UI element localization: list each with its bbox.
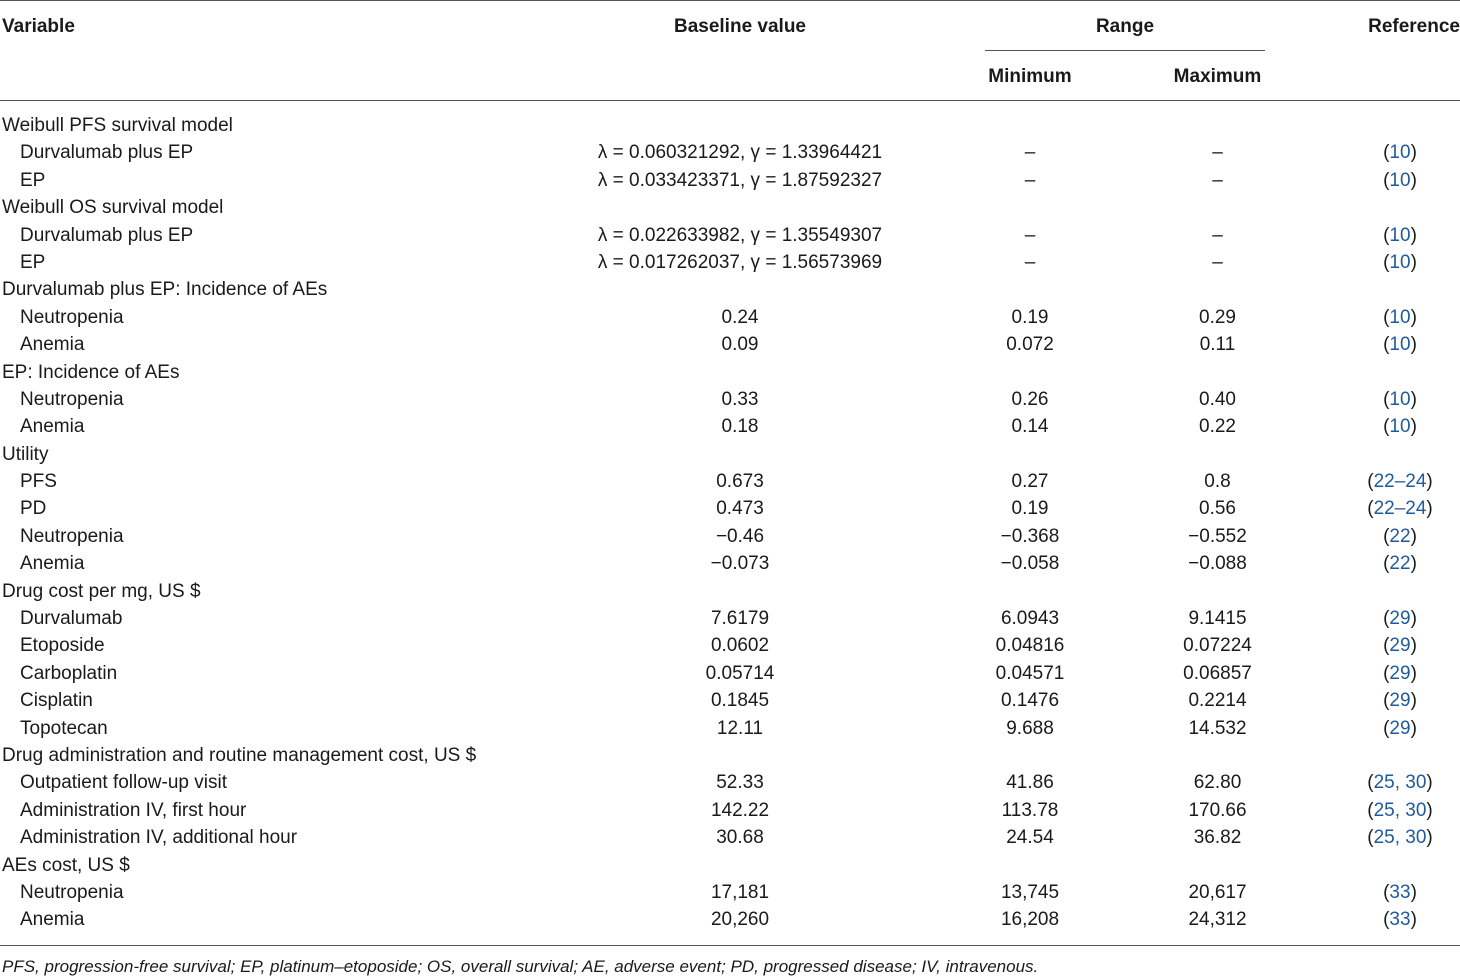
cell-variable: Weibull OS survival model [2,197,224,219]
cell-baseline: 0.1845 [710,690,770,712]
cell-reference: (25, 30) [1367,772,1433,794]
cell-baseline: λ = 0.033423371, γ = 1.87592327 [597,169,883,191]
cell-reference: (29) [1383,690,1417,712]
cell-minimum: 0.072 [1006,334,1054,356]
cell-baseline: 17,181 [710,881,770,903]
cell-reference: (10) [1383,251,1417,273]
header-range: Range [1095,16,1155,37]
cell-minimum: 0.26 [1011,388,1049,410]
header-minimum: Minimum [988,66,1072,87]
reference-link[interactable]: 25, 30 [1373,799,1427,821]
cell-minimum: 0.27 [1011,471,1049,493]
cell-minimum: – [1024,142,1036,164]
cell-minimum: −0.058 [1000,553,1060,575]
reference-link[interactable]: 22–24 [1373,471,1427,493]
table-row [0,495,1460,522]
cell-reference: (29) [1383,662,1417,684]
cell-reference: (10) [1383,388,1417,410]
group-row [0,578,1460,605]
table-row [0,824,1460,851]
cell-minimum: 9.688 [1006,717,1054,739]
cell-reference: (10) [1383,169,1417,191]
cell-maximum: −0.088 [1188,553,1247,575]
cell-baseline: 20,260 [710,909,770,931]
cell-baseline: 7.6179 [710,608,770,630]
cell-baseline: 0.33 [721,388,759,410]
cell-variable: EP [20,169,46,191]
cell-variable: AEs cost, US $ [2,854,130,876]
cell-baseline: λ = 0.017262037, γ = 1.56573969 [597,251,883,273]
cell-variable: Durvalumab plus EP [20,142,194,164]
table-row [0,468,1460,495]
cell-maximum: – [1212,142,1223,164]
cell-reference: (10) [1383,334,1417,356]
table-row [0,550,1460,577]
cell-reference: (22) [1383,553,1417,575]
cell-reference: (33) [1383,881,1417,903]
cell-variable: Anemia [20,416,85,438]
cell-maximum: 0.2214 [1188,690,1247,712]
cell-maximum: −0.552 [1188,525,1247,547]
cell-minimum: 24.54 [1006,827,1054,849]
cell-reference: (25, 30) [1367,799,1433,821]
cell-variable: Anemia [20,909,85,931]
reference-link[interactable]: 33 [1389,909,1411,931]
reference-link[interactable]: 10 [1389,416,1411,438]
cell-reference: (25, 30) [1367,827,1433,849]
cell-maximum: – [1212,169,1223,191]
cell-minimum: 113.78 [1001,799,1059,821]
cell-maximum: 9.1415 [1188,608,1247,630]
cell-baseline: 0.09 [721,334,759,356]
table-row [0,523,1460,550]
cell-baseline: λ = 0.060321292, γ = 1.33964421 [597,142,883,164]
cell-maximum: 24,312 [1188,909,1247,931]
cell-maximum: 20,617 [1188,881,1247,903]
reference-link[interactable]: 29 [1389,635,1411,657]
cell-baseline: 0.473 [716,498,764,520]
cell-minimum: – [1024,224,1036,246]
cell-variable: Drug cost per mg, US $ [2,580,201,602]
reference-link[interactable]: 33 [1389,881,1411,903]
cell-baseline: 52.33 [716,772,764,794]
cell-variable: Anemia [20,334,85,356]
reference-link[interactable]: 10 [1389,306,1411,328]
cell-reference: (10) [1383,142,1417,164]
cell-reference: (33) [1383,909,1417,931]
reference-link[interactable]: 10 [1389,169,1411,191]
table-row [0,715,1460,742]
table-row [0,660,1460,687]
cell-maximum: – [1212,251,1223,273]
reference-link[interactable]: 10 [1389,251,1411,273]
table-row [0,687,1460,714]
reference-link[interactable]: 29 [1389,608,1411,630]
cell-minimum: 0.19 [1011,306,1049,328]
cell-variable: Neutropenia [20,525,124,547]
cell-baseline: 30.68 [716,827,764,849]
cell-variable: Cisplatin [20,690,93,712]
cell-reference: (29) [1383,635,1417,657]
cell-variable: Weibull PFS survival model [2,115,233,136]
reference-link[interactable]: 10 [1389,334,1411,356]
group-row [0,194,1460,221]
cell-minimum: 0.04816 [995,635,1065,657]
top-rule [0,0,1460,1]
cell-reference: (29) [1383,717,1417,739]
cell-maximum: 14.532 [1188,717,1247,739]
cell-variable: Drug administration and routine management cost, US $ [2,744,477,766]
cell-variable: Topotecan [20,717,108,739]
cell-variable: Neutropenia [20,388,124,410]
table-row [0,797,1460,824]
cell-variable: Administration IV, first hour [20,799,247,821]
table-row [0,769,1460,796]
group-row [0,112,1460,139]
header-maximum: Maximum [1173,66,1262,87]
reference-link[interactable]: 25, 30 [1373,772,1427,794]
reference-link[interactable]: 22–24 [1373,498,1427,520]
cell-variable: EP [20,251,46,273]
cell-maximum: 0.11 [1199,334,1236,356]
cell-minimum: 41.86 [1006,772,1054,794]
cell-reference: (22) [1383,525,1417,547]
reference-link[interactable]: 10 [1389,388,1411,410]
cell-variable: PD [20,498,47,520]
cell-variable: Neutropenia [20,306,124,328]
cell-minimum: −0.368 [1000,525,1060,547]
cell-baseline: −0.46 [715,525,765,547]
reference-link[interactable]: 10 [1389,224,1411,246]
cell-variable: PFS [20,471,57,493]
table-body [0,112,1460,934]
cell-minimum: 6.0943 [1000,608,1060,630]
reference-link[interactable]: 29 [1389,690,1411,712]
cell-minimum: 0.1476 [1000,690,1060,712]
group-row [0,276,1460,303]
reference-link[interactable]: 22 [1389,553,1411,575]
reference-link[interactable]: 22 [1389,525,1411,547]
cell-baseline: λ = 0.022633982, γ = 1.35549307 [597,224,883,246]
cell-baseline: 142.22 [710,799,770,821]
cell-variable: Durvalumab [20,608,123,630]
cell-baseline: 0.18 [721,416,759,438]
table-row [0,632,1460,659]
cell-minimum: 0.04571 [995,662,1065,684]
cell-maximum: 0.8 [1204,471,1231,493]
cell-maximum: 0.40 [1199,388,1236,410]
cell-baseline: 12.11 [716,717,764,739]
table-row [0,906,1460,933]
footnote: PFS, progression-free survival; EP, platinum–etoposide; OS, overall survival; AE, adverse event; PD, progressed disease; IV, intravenous. [2,957,1039,976]
reference-link[interactable]: 25, 30 [1373,827,1427,849]
header-baseline: Baseline value [673,16,807,37]
header-reference: Reference [1368,16,1460,37]
cell-baseline: 0.05714 [705,662,775,684]
cell-baseline: 0.673 [716,471,764,493]
cell-reference: (29) [1383,608,1417,630]
cell-maximum: 0.07224 [1183,635,1252,657]
cell-variable: Durvalumab plus EP: Incidence of AEs [2,279,328,301]
cell-maximum: 0.56 [1199,498,1236,520]
table-row [0,139,1460,166]
cell-minimum: 0.14 [1011,416,1049,438]
table-row [0,222,1460,249]
cell-variable: Utility [2,443,49,465]
cell-minimum: 13,745 [1000,881,1060,903]
cell-baseline: −0.073 [710,553,770,575]
cell-reference: (10) [1383,416,1417,438]
cell-maximum: 0.22 [1199,416,1236,438]
table-row [0,331,1460,358]
cell-variable: Etoposide [20,635,105,657]
cell-reference: (10) [1383,306,1417,328]
cell-maximum: 170.66 [1188,799,1247,821]
cell-maximum: 0.06857 [1183,662,1252,684]
cell-maximum: 36.82 [1193,827,1242,849]
reference-link[interactable]: 29 [1389,717,1411,739]
cell-variable: Outpatient follow-up visit [20,772,227,794]
bottom-rule [0,945,1460,946]
reference-link[interactable]: 10 [1389,142,1411,164]
cell-minimum: – [1024,169,1036,191]
cell-variable: Administration IV, additional hour [20,827,298,849]
range-underline [985,50,1265,51]
cell-reference: (22–24) [1367,498,1433,520]
group-row [0,852,1460,879]
cell-maximum: 0.29 [1199,306,1236,328]
cell-baseline: 0.24 [721,306,759,328]
group-row [0,742,1460,769]
header-variable: Variable [2,16,75,37]
header-rule [0,100,1460,101]
table-row [0,167,1460,194]
cell-variable: Neutropenia [20,881,124,903]
cell-reference: (10) [1383,224,1417,246]
table-row [0,605,1460,632]
table-row [0,304,1460,331]
cell-minimum: 0.19 [1011,498,1049,520]
reference-link[interactable]: 29 [1389,662,1411,684]
cell-minimum: – [1024,251,1036,273]
table-row [0,413,1460,440]
cell-variable: Anemia [20,553,85,575]
group-row [0,441,1460,468]
table-row [0,249,1460,276]
cell-reference: (22–24) [1367,471,1433,493]
cell-baseline: 0.0602 [710,635,770,657]
group-row [0,359,1460,386]
cell-variable: Durvalumab plus EP [20,224,194,246]
cell-variable: EP: Incidence of AEs [2,361,180,383]
cell-maximum: – [1212,224,1223,246]
cell-minimum: 16,208 [1000,909,1060,931]
table-row [0,386,1460,413]
table-row [0,879,1460,906]
cell-variable: Carboplatin [20,662,118,684]
cell-maximum: 62.80 [1193,772,1242,794]
